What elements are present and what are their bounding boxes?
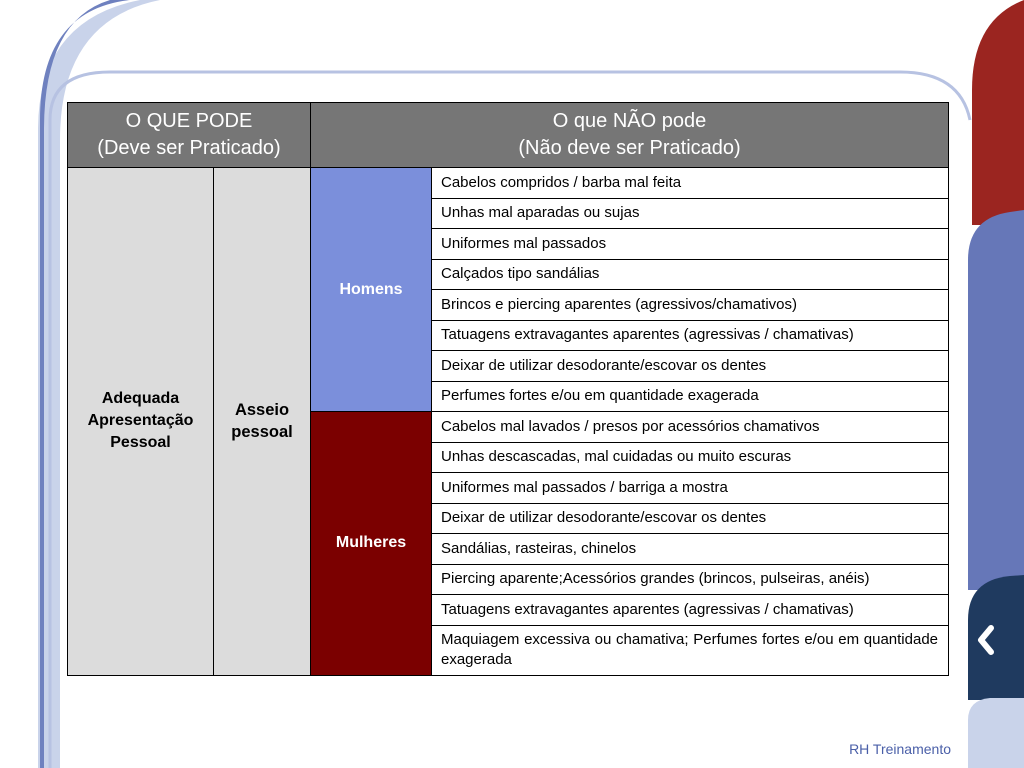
list-item: Uniformes mal passados xyxy=(432,229,949,260)
category-line-3: Pessoal xyxy=(110,434,171,452)
list-item: Cabelos compridos / barba mal feita xyxy=(432,168,949,199)
list-item: Tatuagens extravagantes aparentes (agressivas / chamativas) xyxy=(432,595,949,626)
list-item: Brincos e piercing aparentes (agressivos/chamativos) xyxy=(432,290,949,321)
list-item: Unhas mal aparadas ou sujas xyxy=(432,198,949,229)
header-allowed xyxy=(68,103,311,168)
list-item: Calçados tipo sandálias xyxy=(432,259,949,290)
category-line-2: Apresentação xyxy=(87,412,194,430)
table-row xyxy=(68,168,949,199)
chevron-left-icon[interactable] xyxy=(973,620,1003,660)
header-not-allowed-line-1: O que NÃO pode xyxy=(552,110,707,132)
header-allowed-line-2: (Deve ser Praticado) xyxy=(97,137,281,159)
subcategory-line-1: Asseio xyxy=(234,401,290,420)
list-item: Tatuagens extravagantes aparentes (agressivas / chamativas) xyxy=(432,320,949,351)
list-item: Sandálias, rasteiras, chinelos xyxy=(432,534,949,565)
list-item: Maquiagem excessiva ou chamativa; Perfumes fortes e/ou em quantidade exagerada xyxy=(432,625,949,675)
header-allowed-line-1: O QUE PODE xyxy=(125,110,253,132)
hygiene-rules-table xyxy=(67,102,949,676)
subcategory-cell xyxy=(214,168,311,676)
footer-brand: RH Treinamento xyxy=(849,741,951,757)
list-item: Piercing aparente;Acessórios grandes (brincos, pulseiras, anéis) xyxy=(432,564,949,595)
group-men-cell: Homens xyxy=(311,168,432,412)
list-item: Cabelos mal lavados / presos por acessórios chamativos xyxy=(432,412,949,443)
subcategory-line-2: pessoal xyxy=(231,423,293,442)
list-item: Deixar de utilizar desodorante/escovar os dentes xyxy=(432,351,949,382)
category-line-1: Adequada xyxy=(101,390,180,408)
list-item: Uniformes mal passados / barriga a mostra xyxy=(432,473,949,504)
list-item: Unhas descascadas, mal cuidadas ou muito escuras xyxy=(432,442,949,473)
table-header-row xyxy=(68,103,949,168)
header-not-allowed-line-2: (Não deve ser Praticado) xyxy=(518,137,741,159)
group-women-cell: Mulheres xyxy=(311,412,432,676)
category-cell xyxy=(68,168,214,676)
header-not-allowed xyxy=(311,103,949,168)
list-item: Deixar de utilizar desodorante/escovar os dentes xyxy=(432,503,949,534)
list-item: Perfumes fortes e/ou em quantidade exagerada xyxy=(432,381,949,412)
